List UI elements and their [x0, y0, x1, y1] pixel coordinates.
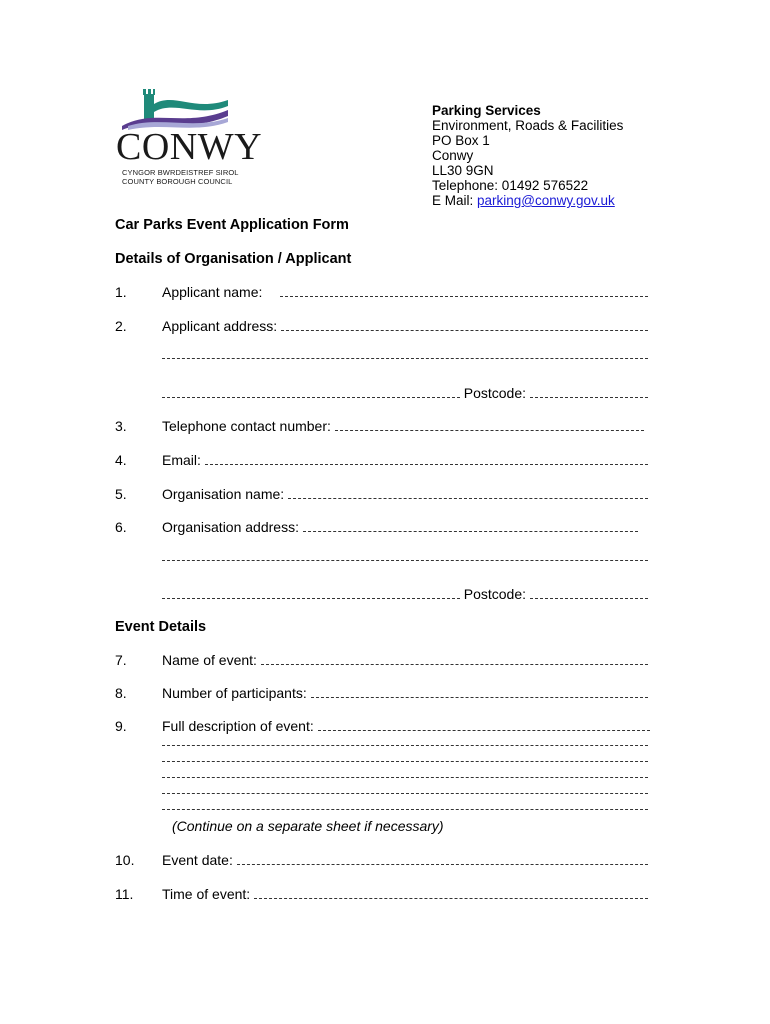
organisation-address-line-2[interactable]: [162, 560, 648, 561]
field-number: 2.: [115, 318, 127, 334]
organisation-address-line-3[interactable]: [162, 587, 460, 599]
field-label: Applicant name:: [162, 284, 263, 300]
field-label: Telephone contact number:: [162, 418, 331, 434]
email-input-line[interactable]: [205, 453, 648, 465]
field-number: 7.: [115, 652, 127, 668]
field-applicant-name: [115, 284, 648, 302]
email-line: [432, 193, 623, 208]
address-line-4: LL30 9GN: [432, 163, 494, 178]
applicant-postcode-input-line[interactable]: [530, 386, 648, 398]
department-name: Parking Services: [432, 103, 541, 118]
email-label: E Mail:: [432, 193, 478, 208]
field-telephone: [115, 418, 648, 436]
participants-input-line[interactable]: [311, 686, 648, 698]
address-line-1: Environment, Roads & Facilities: [432, 118, 624, 133]
field-label: Name of event:: [162, 652, 257, 668]
field-participants: [115, 685, 648, 703]
organisation-postcode-row: [162, 586, 648, 604]
event-date-input-line[interactable]: [237, 853, 648, 865]
field-label: Time of event:: [162, 886, 251, 902]
field-label: Full description of event:: [162, 718, 314, 734]
telephone-line: Telephone: 01492 576522: [432, 178, 589, 193]
logo-english-line: COUNTY BOROUGH COUNCIL: [122, 177, 233, 186]
event-name-input-line[interactable]: [261, 653, 648, 665]
section-heading-event: Event Details: [115, 619, 207, 635]
postcode-label: Postcode:: [463, 586, 526, 602]
applicant-address-line-3[interactable]: [162, 386, 460, 398]
field-number: 11.: [115, 886, 134, 902]
field-organisation-address: [115, 519, 648, 537]
field-number: 4.: [115, 452, 127, 468]
email-link[interactable]: parking@conwy.gov.uk: [477, 193, 615, 208]
description-line-4[interactable]: [162, 777, 648, 778]
description-line-2[interactable]: [162, 745, 648, 746]
description-line-5[interactable]: [162, 793, 648, 794]
castle-waves-icon: [114, 86, 254, 130]
field-label: Email:: [162, 452, 201, 468]
field-number: 8.: [115, 685, 127, 701]
form-title: Car Parks Event Application Form: [115, 217, 349, 233]
section-heading-applicant: Details of Organisation / Applicant: [115, 251, 352, 267]
applicant-address-input-line[interactable]: [281, 319, 648, 331]
field-number: 1.: [115, 284, 127, 300]
field-number: 5.: [115, 486, 127, 502]
contact-block: [432, 103, 623, 208]
continue-note: (Continue on a separate sheet if necessary): [172, 818, 444, 834]
event-time-input-line[interactable]: [254, 887, 648, 899]
logo-welsh-line: CYNGOR BWRDEISTREF SIROL: [122, 168, 239, 177]
field-number: 3.: [115, 418, 127, 434]
applicant-name-input-line[interactable]: [280, 285, 648, 297]
postcode-label: Postcode:: [463, 385, 526, 401]
field-label: Applicant address:: [162, 318, 278, 334]
field-label: Organisation name:: [162, 486, 285, 502]
field-label: Event date:: [162, 852, 233, 868]
applicant-address-line-2[interactable]: [162, 358, 648, 359]
field-number: 10.: [115, 852, 135, 868]
field-email: [115, 452, 648, 470]
field-event-name: [115, 652, 648, 670]
conwy-logo: [114, 86, 263, 186]
field-organisation-name: [115, 486, 648, 504]
organisation-name-input-line[interactable]: [288, 487, 648, 499]
description-line-3[interactable]: [162, 761, 648, 762]
field-event-date: [115, 852, 648, 870]
field-label: Number of participants:: [162, 685, 307, 701]
field-event-time: [115, 886, 648, 904]
organisation-postcode-input-line[interactable]: [530, 587, 648, 599]
field-applicant-address: [115, 318, 648, 336]
field-label: Organisation address:: [162, 519, 299, 535]
logo-wordmark: CONWY: [116, 126, 263, 168]
address-line-3: Conwy: [432, 148, 474, 163]
field-number: 9.: [115, 718, 127, 734]
applicant-postcode-row: [162, 385, 648, 403]
organisation-address-input-line[interactable]: [303, 520, 638, 532]
field-number: 6.: [115, 519, 127, 535]
telephone-input-line[interactable]: [335, 419, 644, 431]
field-event-description: [115, 718, 648, 736]
description-line-6[interactable]: [162, 809, 648, 810]
address-line-2: PO Box 1: [432, 133, 490, 148]
description-input-line[interactable]: [318, 719, 650, 731]
